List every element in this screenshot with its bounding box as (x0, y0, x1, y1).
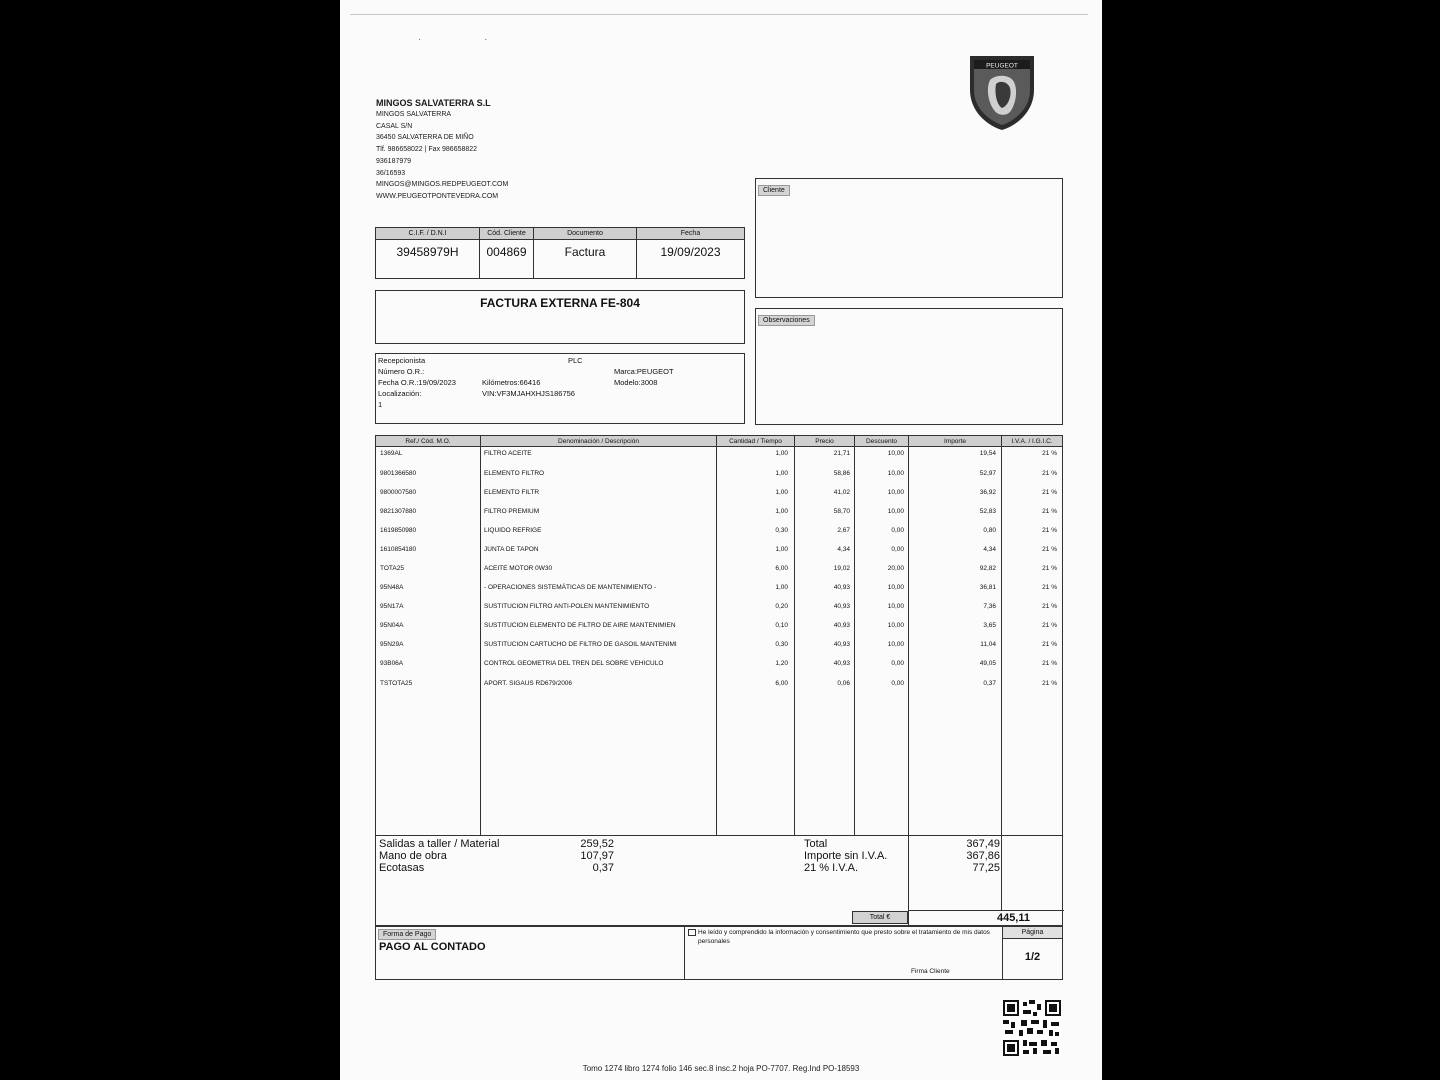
cell-amount: 0,37 (983, 680, 996, 687)
payment-label: Forma de Pago (378, 929, 436, 940)
vehicle-model: Modelo:3008 (614, 378, 658, 387)
cell-discount: 0,00 (891, 546, 904, 553)
cell-vat: 21 % (1042, 489, 1057, 496)
cell-quantity: 0,20 (775, 603, 788, 610)
base-label: Importe sin I.V.A. (804, 850, 888, 862)
company-line: CASAL S/N (376, 122, 413, 130)
info-header: Cód. Cliente (480, 228, 533, 240)
cell-description: - OPERACIONES SISTEMÁTICAS DE MANTENIMIENTO - (484, 584, 657, 591)
cell-amount: 92,82 (979, 565, 996, 572)
cell-ref: 95N17A (380, 603, 404, 610)
signature-label: Firma Cliente (911, 968, 950, 975)
table-row (376, 450, 1062, 462)
cell-amount: 7,36 (983, 603, 996, 610)
logo-text: PEUGEOT (986, 62, 1018, 70)
cell-description: FILTRO PREMIUM (484, 508, 540, 515)
client-box (755, 178, 1063, 298)
cell-quantity: 1,00 (775, 470, 788, 477)
table-row (376, 508, 1062, 520)
cell-discount: 0,00 (891, 680, 904, 687)
col-header-description: Denominación / Descripción (481, 436, 717, 447)
info-header: Documento (534, 228, 636, 240)
cell-price: 40,93 (833, 660, 850, 667)
company-block (376, 97, 508, 203)
cell-price: 40,93 (833, 622, 850, 629)
vat-value: 77,25 (972, 862, 1000, 874)
table-row (376, 641, 1062, 653)
cell-amount: 4,34 (983, 546, 996, 553)
col-header-ref: Ref./ Cód. M.O. (376, 436, 481, 447)
company-line: MINGOS@MINGOS.REDPEUGEOT.COM (376, 181, 509, 189)
or-date: Fecha O.R.:19/09/2023 (378, 378, 456, 387)
location-value: 1 (378, 400, 383, 409)
company-line: 936187979 (376, 157, 412, 165)
info-cell-cif (376, 228, 480, 278)
cell-price: 21,71 (833, 450, 850, 457)
vehicle-box (375, 353, 745, 424)
cell-price: 58,86 (833, 470, 850, 477)
cell-ref: 93B06A (380, 660, 404, 667)
cell-vat: 21 % (1042, 603, 1057, 610)
cell-ref: 9821307880 (380, 508, 417, 515)
cell-price: 19,02 (833, 565, 850, 572)
cell-vat: 21 % (1042, 470, 1057, 477)
top-rule (350, 14, 1088, 15)
cell-discount: 10,00 (887, 489, 904, 496)
cell-description: APORT. SIGAUS RD679/2006 (484, 680, 573, 687)
labour-value: 107,97 (580, 850, 614, 862)
labour-label: Mano de obra (379, 850, 447, 862)
info-cell-client-code (480, 228, 534, 278)
cell-ref: 1619850980 (380, 527, 417, 534)
cell-description: JUNTA DE TAPON (484, 546, 539, 553)
vehicle-brand: Marca:PEUGEOT (614, 367, 674, 376)
cell-quantity: 6,00 (775, 680, 788, 687)
cell-amount: 36,92 (979, 489, 996, 496)
cell-price: 40,93 (833, 584, 850, 591)
footer-divider (684, 927, 685, 979)
cell-vat: 21 % (1042, 546, 1057, 553)
cell-vat: 21 % (1042, 584, 1057, 591)
grand-total-value: 445,11 (908, 910, 1064, 926)
col-header-amount: Importe (909, 436, 1002, 447)
cell-ref: 9800007580 (380, 489, 417, 496)
cell-vat: 21 % (1042, 622, 1057, 629)
or-number: Número O.R.: (378, 367, 425, 376)
cell-discount: 10,00 (887, 603, 904, 610)
cell-amount: 0,80 (983, 527, 996, 534)
cell-quantity: 0,30 (775, 527, 788, 534)
company-line: WWW.PEUGEOTPONTEVEDRA.COM (376, 192, 499, 200)
cell-ref: 95N04A (380, 622, 404, 629)
cell-price: 40,93 (833, 641, 850, 648)
col-header-vat: I.V.A. / I.G.I.C. (1002, 436, 1062, 447)
payment-footer (375, 926, 1063, 980)
observations-label: Observaciones (758, 315, 815, 326)
total-value: 367,49 (966, 838, 1000, 850)
cell-price: 0,06 (837, 680, 850, 687)
page-number: 1/2 (1024, 951, 1041, 963)
cell-description: ELEMENTO FILTRO (484, 470, 545, 477)
cell-description: SUSTITUCION FILTRO ANTI-POLEN MANTENIMIENTO (484, 603, 650, 610)
cell-amount: 11,04 (980, 641, 996, 648)
cell-amount: 36,81 (979, 584, 996, 591)
grand-total-label: Total € (852, 911, 908, 924)
peugeot-lion-shield-icon (966, 50, 1038, 132)
cell-discount: 10,00 (887, 622, 904, 629)
company-line: 36/16593 (376, 169, 406, 177)
cell-ref: 1369AL (380, 450, 403, 457)
invoice-lines-table (375, 435, 1063, 836)
cell-vat: 21 % (1042, 508, 1057, 515)
ecotax-value: 0,37 (592, 862, 614, 874)
cell-quantity: 0,10 (775, 622, 788, 629)
table-row (376, 527, 1062, 539)
cell-amount: 49,05 (979, 660, 996, 667)
col-header-quantity: Cantidad / Tiempo (717, 436, 795, 447)
cell-description: CONTROL GEOMETRIA DEL TREN DEL SOBRE VEHICULO (484, 660, 664, 667)
cell-quantity: 1,00 (775, 508, 788, 515)
info-value-client-code: 004869 (486, 245, 527, 259)
cell-vat: 21 % (1042, 660, 1057, 667)
scan-specks: · · (418, 34, 518, 45)
col-header-price: Precio (795, 436, 855, 447)
company-name: MINGOS SALVATERRA S.L (376, 98, 491, 108)
recepcionista-label: Recepcionista (378, 356, 426, 365)
info-header: Fecha (637, 228, 744, 240)
table-row (376, 470, 1062, 482)
table-row (376, 565, 1062, 577)
cell-amount: 19,54 (979, 450, 996, 457)
qr-code-icon (1003, 1000, 1061, 1056)
info-value-date: 19/09/2023 (660, 245, 721, 259)
cell-discount: 20,00 (887, 565, 904, 572)
totals-section (375, 836, 1063, 926)
cell-quantity: 1,00 (775, 546, 788, 553)
cell-ref: 95N48A (380, 584, 404, 591)
cell-description: ELEMENTO FILTR (484, 489, 540, 496)
cell-discount: 0,00 (891, 660, 904, 667)
cell-vat: 21 % (1042, 527, 1057, 534)
cell-amount: 3,65 (983, 622, 996, 629)
materials-label: Salidas a taller / Material (379, 838, 500, 850)
total-label: Total (804, 838, 828, 850)
cell-vat: 21 % (1042, 680, 1057, 687)
cell-quantity: 1,20 (775, 660, 788, 667)
info-cell-date (637, 228, 744, 278)
document-title-box (375, 290, 745, 344)
cell-ref: 9801366580 (380, 470, 417, 477)
document-info-table (375, 227, 745, 279)
legal-registry-text: Tomo 1274 libro 1274 folio 146 sec.8 insc.2 hoja PO-7707. Reg.Ind PO-18593 (582, 1064, 860, 1073)
cell-quantity: 1,00 (775, 489, 788, 496)
cell-description: ACEITE MOTOR 0W30 (484, 565, 553, 572)
cell-quantity: 6,00 (775, 565, 788, 572)
info-header: C.I.F. / D.N.I (376, 228, 479, 240)
table-row (376, 584, 1062, 596)
cell-description: FILTRO ACEITE (484, 450, 532, 457)
cell-discount: 10,00 (887, 584, 904, 591)
cell-ref: 1610854180 (380, 546, 417, 553)
client-label: Cliente (758, 185, 790, 196)
totals-divider (1001, 836, 1002, 910)
observations-box (755, 308, 1063, 425)
invoice-sheet (340, 0, 1102, 1080)
cell-quantity: 1,00 (775, 584, 788, 591)
vehicle-vin: VIN:VF3MJAHXHJS186756 (482, 389, 575, 398)
plate-label: PLC (568, 356, 583, 365)
cell-vat: 21 % (1042, 641, 1057, 648)
cell-amount: 52,83 (979, 508, 996, 515)
cell-quantity: 1,00 (775, 450, 788, 457)
cell-description: LIQUIDO REFRIGE (484, 527, 542, 534)
vehicle-km: Kilómetros:66416 (482, 378, 541, 387)
cell-discount: 10,00 (887, 508, 904, 515)
cell-price: 41,02 (833, 489, 850, 496)
cell-price: 2,67 (837, 527, 850, 534)
cell-vat: 21 % (1042, 565, 1057, 572)
cell-discount: 10,00 (887, 470, 904, 477)
table-row (376, 546, 1062, 558)
info-value-cif: 39458979H (396, 245, 459, 259)
cell-description: SUSTITUCION CARTUCHO DE FILTRO DE GASOIL MANTENIMI (484, 641, 677, 648)
col-header-discount: Descuento (855, 436, 909, 447)
table-row (376, 489, 1062, 501)
cell-amount: 52,97 (979, 470, 996, 477)
cell-vat: 21 % (1042, 450, 1057, 457)
cell-ref: TSTOTA25 (380, 680, 413, 687)
consent-checkbox[interactable] (688, 929, 696, 936)
payment-method: PAGO AL CONTADO (379, 941, 486, 953)
ecotax-label: Ecotasas (379, 862, 425, 874)
cell-price: 4,34 (837, 546, 850, 553)
cell-ref: TOTA25 (380, 565, 404, 572)
cell-quantity: 0,30 (775, 641, 788, 648)
table-row (376, 603, 1062, 615)
cell-price: 58,70 (833, 508, 850, 515)
consent-text: He leído y comprendido la información y consentimiento que presto sobre el tratamiento de mis datos personales (698, 929, 990, 945)
info-value-document: Factura (564, 245, 606, 259)
cell-ref: 95N29A (380, 641, 404, 648)
company-line: MINGOS SALVATERRA (376, 111, 452, 118)
materials-value: 259,52 (580, 838, 614, 850)
info-cell-document (534, 228, 637, 278)
cell-discount: 10,00 (887, 450, 904, 457)
base-value: 367,86 (966, 850, 1000, 862)
table-row (376, 680, 1062, 692)
cell-description: SUSTITUCION ELEMENTO DE FILTRO DE AIRE MANTENIMIEN (484, 622, 676, 629)
company-line: Tlf. 986658022 | Fax 986658822 (376, 146, 478, 154)
cell-discount: 0,00 (891, 527, 904, 534)
vat-label: 21 % I.V.A. (804, 862, 859, 874)
location-label: Localización: (378, 389, 422, 398)
table-row (376, 622, 1062, 634)
document-title: FACTURA EXTERNA FE-804 (480, 296, 640, 310)
page-label: Página (1003, 927, 1062, 939)
cell-discount: 10,00 (887, 641, 904, 648)
cell-price: 40,93 (833, 603, 850, 610)
company-line: 36450 SALVATERRA DE MIÑO (376, 134, 474, 142)
table-row (376, 660, 1062, 672)
